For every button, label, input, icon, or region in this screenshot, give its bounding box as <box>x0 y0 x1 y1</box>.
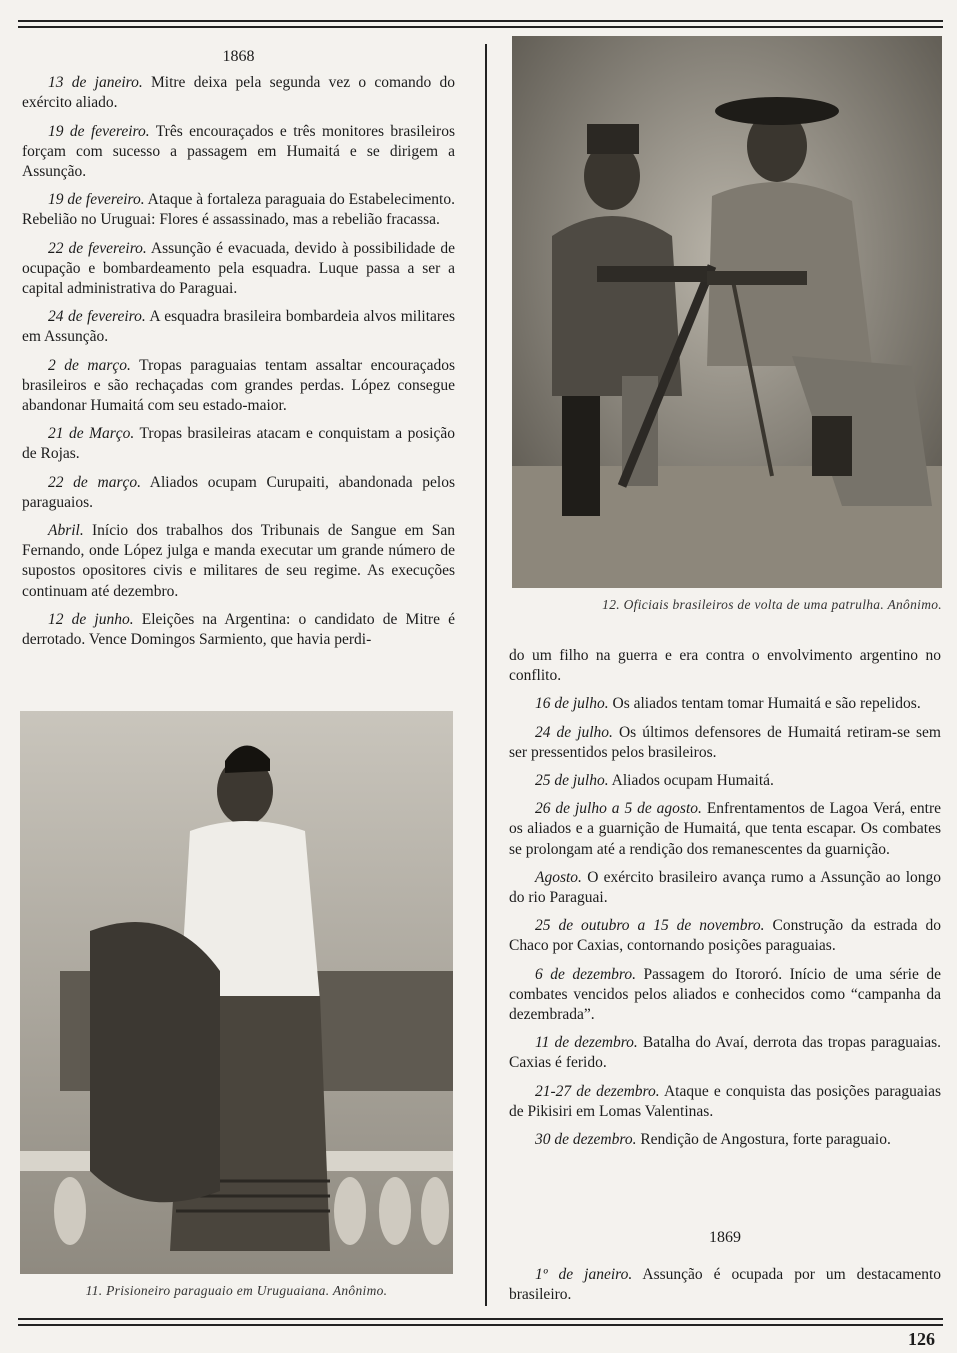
entry-date: 2 de março. <box>48 356 131 374</box>
entry-date: 30 de dezembro. <box>535 1131 637 1149</box>
entry-text: Rendição de Angostura, forte paraguaio. <box>636 1131 891 1149</box>
entry-text: Três encouraçados e três monitores brasileiros forçam com sucesso a passagem em Humaitá e se dirigem a Assunção. <box>22 122 455 181</box>
chronology-entry <box>22 356 455 417</box>
entry-date: 19 de fevereiro. <box>48 191 145 209</box>
entry-text: Aliados ocupam Curupaiti, abandonada pelos paraguaios. <box>22 473 455 511</box>
chronology-entry <box>22 239 455 300</box>
entry-date: 24 de julho. <box>535 723 613 741</box>
figure-11-caption: 11. Prisioneiro paraguaio em Uruguaiana. Anônimo. <box>85 1283 388 1298</box>
chronology-entry <box>22 473 455 513</box>
entry-date: 6 de dezembro. <box>535 965 636 983</box>
chronology-entry <box>22 424 455 464</box>
entry-date: 12 de junho. <box>48 610 134 628</box>
chronology-entry <box>509 868 941 908</box>
chronology-entry <box>22 73 455 113</box>
photo-paraguayan-prisoner <box>20 711 453 1274</box>
entry-text: Batalha do Avaí, derrota das tropas paraguaias. Caxias é ferido. <box>509 1034 941 1072</box>
entry-date: 21 de Março. <box>48 425 135 443</box>
entry-date: 11 de dezembro. <box>535 1034 638 1052</box>
continued-text: do um filho na guerra e era contra o envolvimento argentino no conflito. <box>509 647 941 685</box>
entry-date: 13 de janeiro. <box>48 74 143 92</box>
officers-photo-illustration <box>512 36 942 588</box>
column-divider <box>485 44 487 1306</box>
entry-text: A esquadra brasileira bombardeia alvos militares em Assunção. <box>22 308 455 346</box>
figure-12-caption: 12. Oficiais brasileiros de volta de uma patrulha. Anônimo. <box>602 597 942 612</box>
year-heading-1869: 1869 <box>709 1229 741 1246</box>
chronology-entry <box>509 723 941 763</box>
chronology-entry <box>509 1265 941 1305</box>
chronology-entry <box>509 1130 941 1150</box>
entry-1869 <box>509 1265 941 1305</box>
bottom-rule-inner <box>18 1324 943 1326</box>
entry-text: Os aliados tentam tomar Humaitá e são repelidos. <box>608 695 921 713</box>
entry-date: 19 de fevereiro. <box>48 122 150 140</box>
entry-text: Ataque à fortaleza paraguaia do Estabelecimento. Rebelião no Uruguai: Flores é assassinado, mas a rebelião fracassa. <box>22 191 455 229</box>
entry-date: 25 de julho. <box>535 772 609 790</box>
entry-date: 1º de janeiro. <box>535 1266 633 1283</box>
entry-text: Enfrentamentos de Lagoa Verá, entre os aliados e a guarnição de Humaitá, que tenta escapar. Os combates se prolongam até a rendição dos remanescentes da guarnição. <box>509 800 941 858</box>
entry-date: 16 de julho. <box>535 695 609 713</box>
entry-text: Ataque e conquista das posições paraguaias de Pikisiri em Lomas Valentinas. <box>509 1082 942 1120</box>
entry-text: Início dos trabalhos dos Tribunais de Sangue em San Fernando, onde López julga e manda executar um grande número de supostos opositores civis e militares de seu regime. As execuções continuam até dezembro. <box>22 522 455 600</box>
entry-text: Tropas paraguaias tentam assaltar encouraçados brasileiros e são rechaçadas com grandes perdas. López consegue abandonar Humaitá com seu estado-maior. <box>22 356 455 415</box>
chronology-entry <box>509 771 941 791</box>
entry-text: Passagem do Itororó. Início de uma série de combates vencidos pelos aliados e conhecidos como “campanha da dezembrada”. <box>509 965 942 1024</box>
entry-date: Abril. <box>48 522 84 540</box>
chronology-entry <box>22 190 455 230</box>
entry-date: 25 de outubro a 15 de novembro. <box>535 917 765 935</box>
chronology-entry <box>509 965 941 1026</box>
entry-text: Tropas brasileiras atacam e conquistam a posição de Rojas. <box>22 425 455 463</box>
chronology-entry <box>22 521 455 602</box>
chronology-entry <box>22 307 455 347</box>
entry-text: Mitre deixa pela segunda vez o comando do exército aliado. <box>22 74 455 112</box>
entry-date: Agosto. <box>535 868 582 886</box>
entry-text: Assunção é ocupada por um destacamento brasileiro. <box>509 1266 942 1304</box>
right-column <box>509 646 941 1158</box>
year-heading-1868: 1868 <box>222 48 255 65</box>
chronology-entry <box>22 610 455 650</box>
entry-date: 21-27 de dezembro. <box>535 1082 660 1100</box>
top-rule-inner <box>18 26 943 28</box>
chronology-entry <box>509 694 941 714</box>
entry-text: Os últimos defensores de Humaitá retiram-se sem ser pressentidos pelos brasileiros. <box>509 723 941 761</box>
entry-text: Aliados ocupam Humaitá. <box>608 772 774 790</box>
bottom-rule <box>18 1318 943 1320</box>
entry-date: 26 de julho a 5 de agosto. <box>535 800 702 818</box>
entry-text: Eleições na Argentina: o candidato de Mitre é derrotado. Vence Domingos Sarmiento, que havia perdi- <box>22 610 455 649</box>
entry-text: Assunção é evacuada, devido à possibilidade de ocupação e bombardeamento pela esquadra. Luque passa a ser a capital administrativa do Paraguai. <box>22 239 455 298</box>
top-rule <box>18 20 943 22</box>
chronology-entry <box>22 122 455 183</box>
chronology-entry <box>509 916 941 956</box>
entry-text: Construção da estrada do Chaco por Caxias, contornando posições paraguaias. <box>509 917 941 955</box>
prisoner-photo-illustration <box>20 711 453 1274</box>
chronology-entry <box>509 1082 941 1122</box>
entry-date: 22 de março. <box>48 473 141 491</box>
left-column <box>22 47 455 658</box>
chronology-entry <box>509 1033 941 1073</box>
entry-date: 22 de fevereiro. <box>48 239 147 257</box>
photo-brazilian-officers <box>512 36 942 588</box>
page-number: 126 <box>908 1329 935 1349</box>
chronology-entry <box>509 799 941 860</box>
entry-date: 24 de fevereiro. <box>48 308 146 326</box>
entry-text: O exército brasileiro avança rumo a Assunção ao longo do rio Paraguai. <box>509 868 941 907</box>
